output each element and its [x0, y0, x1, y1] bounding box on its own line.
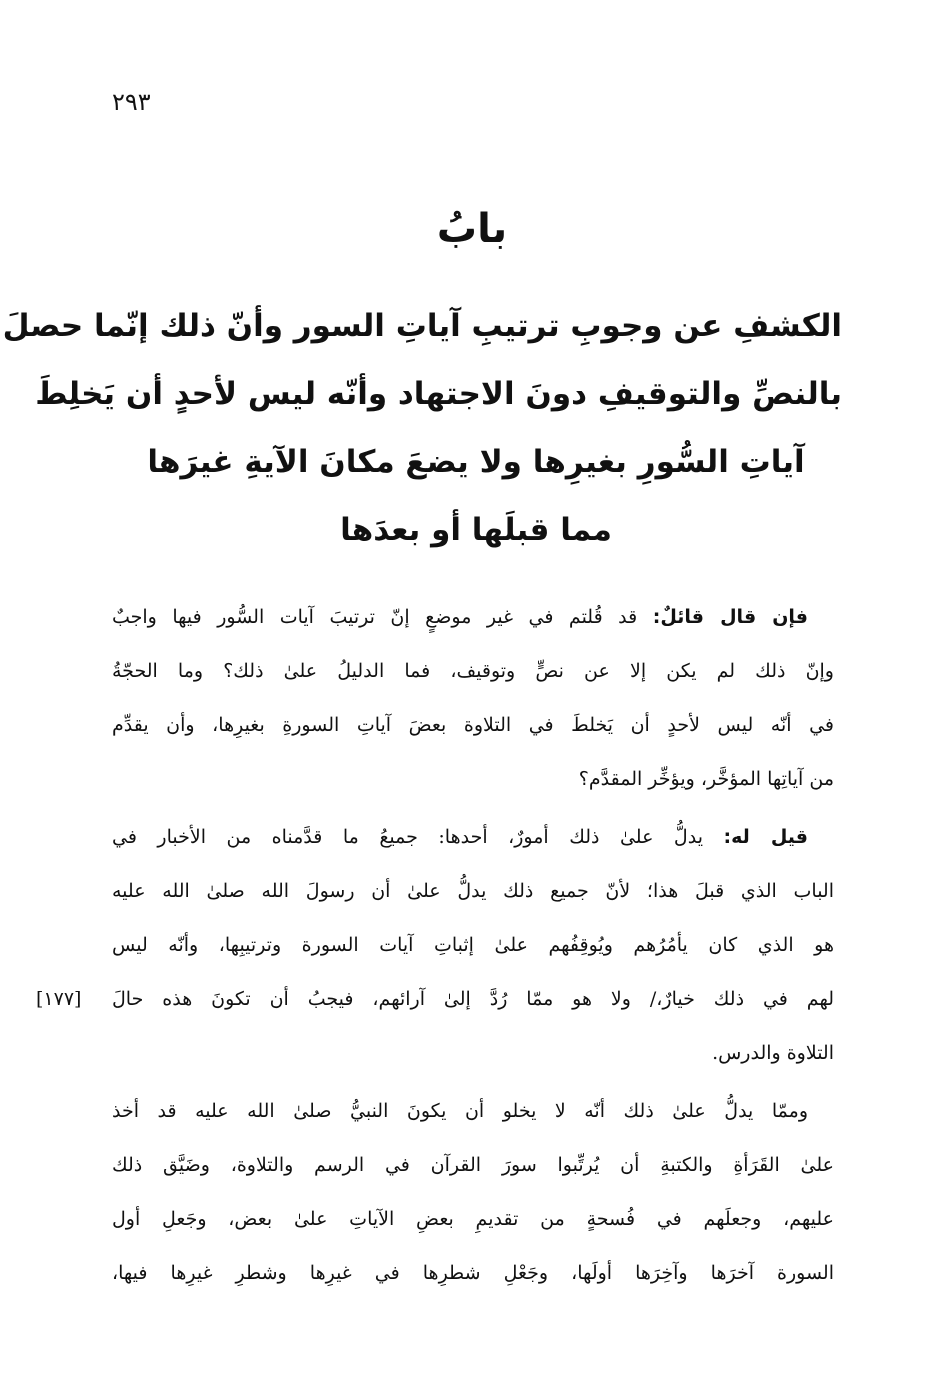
- paragraph-lead: قيل له:: [723, 826, 808, 848]
- text-line: عليهم، وجعلَهم في فُسحةٍ من تقديمِ بعضِ الآياتِ علىٰ بعض، وجَعلِ أول: [112, 1208, 834, 1230]
- paragraph-evidence: [112, 1084, 834, 1300]
- chapter-title-line: مما قبلَها أو بعدَها: [340, 512, 612, 548]
- text-line: في أنّه ليس لأحدٍ أن يَخلطَ في التلاوة بعضَ آياتِ السورةِ بغيرِها، وأن يقدِّم: [112, 714, 835, 736]
- text-line: هو الذي كان يأمُرُهم ويُوقِفُهم علىٰ إثباتِ آيات السورة وترتيبِها، وأنّه ليس: [112, 934, 834, 956]
- text-line: الباب الذي قبلَ هذا؛ لأنّ جميع ذلك يدلُّ علىٰ أن رسولَ الله صلىٰ الله عليه: [112, 880, 834, 902]
- text-line: وإنّ ذلك لم يكن إلا عن نصٍّ وتوقيف، فما الدليلُ علىٰ ذلك؟ وما الحجّةُ: [112, 660, 834, 682]
- paragraph-answer: [36, 810, 834, 1080]
- page-number: ٢٩٣: [112, 88, 151, 116]
- body-text: [36, 590, 835, 1304]
- chapter-title-line: بالنصِّ والتوقيفِ دونَ الاجتهاد وأنّه ليس لأحدٍ أن يَخلِطَ: [35, 376, 842, 412]
- text-line: من آياتِها المؤخَّر، ويؤخِّر المقدَّم؟: [578, 768, 834, 790]
- text-line: التلاوة والدرس.: [712, 1042, 834, 1064]
- chapter-title-line: آياتِ السُّورِ بغيرِها ولا يضعَ مكانَ الآيةِ غيرَها: [147, 444, 805, 480]
- text-fragment: لهم في ذلك خيارٌ،/ ولا هو ممّا رُدَّ إلىٰ آرائهم، فيجبُ أن تكونَ هذه حالَ: [112, 988, 834, 1010]
- text-line: وممّا يدلُّ علىٰ ذلك أنّه لا يخلو أن يكونَ النبيُّ صلىٰ الله عليه قد أخذ: [112, 1100, 808, 1122]
- text-line: السورة آخرَها وآخِرَها أولَها، وجَعْلِ شطرِها في غيرِها وشطرِ غيرِها فيها،: [112, 1262, 834, 1284]
- text-line: علىٰ القَرَأةِ والكتبةِ أن يُرتِّبوا سورَ القرآن في الرسم والتلاوة، وضَيَّق ذلك: [112, 1154, 834, 1176]
- text-fragment: قد قُلتم في غير موضعٍ إنّ ترتيبَ آيات السُّور فيها واجبٌ: [112, 606, 653, 628]
- paragraph-question: [112, 590, 834, 806]
- margin-reference: [١٧٧]: [36, 988, 82, 1010]
- paragraph-lead: فإن قال قائلٌ:: [652, 606, 808, 628]
- text-line: [112, 590, 834, 644]
- chapter-label: بابُ: [436, 206, 508, 252]
- text-line: [36, 972, 834, 1026]
- text-fragment: يدلُّ علىٰ ذلك أمورٌ، أحدها: جميعُ ما قدَّمناه من الأخبار في: [112, 826, 724, 848]
- chapter-title: [2, 292, 842, 564]
- text-line: [112, 810, 834, 864]
- chapter-title-line: الكشفِ عن وجوبِ ترتيبِ آياتِ السور وأنّ ذلك إنّما حصلَ: [2, 308, 842, 344]
